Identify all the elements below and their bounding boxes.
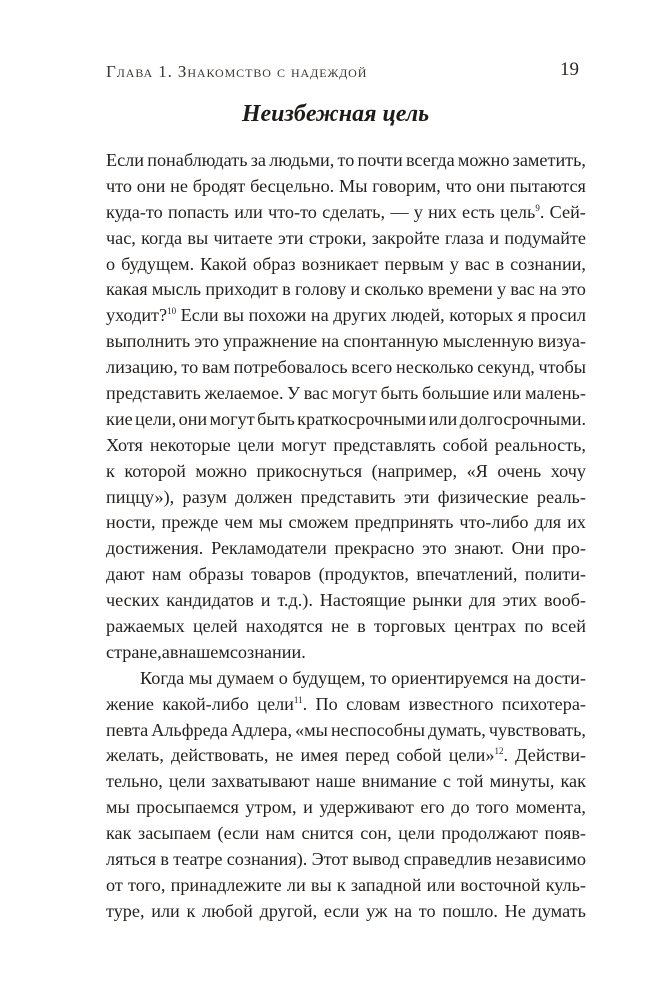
text-line: достижения. Рекламодатели прекрасно это знают. Они про- — [106, 538, 586, 559]
text-line: к которой можно прикоснуться (например, «Я очень хочу — [106, 460, 586, 481]
text-line: ляться в театре сознания). Этот вывод справедлив независимо — [106, 849, 586, 870]
text-line: ческих кандидатов и т.д.). Настоящие рынки для этих вооб- — [106, 590, 586, 611]
text-line: час, когда вы читаете эти строки, закройте глаза и подумайте — [106, 227, 586, 248]
page-number: 19 — [560, 59, 579, 80]
text-line: выполнить это упражнение на спонтанную мысленную визуа- — [106, 331, 586, 352]
text-line: от того, принадлежите ли вы к западной или восточной куль- — [106, 874, 586, 895]
text-line: какая мысль приходит в голову и сколько времени у вас на это — [106, 279, 586, 300]
text-line: о будущем. Какой образ возникает первым у вас в сознании, — [106, 253, 586, 274]
text-line: туре, или к любой другой, если уж на то пошло. Не думать — [106, 900, 586, 921]
text-line: лизацию, то вам потребовалось всего несколько секунд, чтобы — [106, 357, 586, 378]
text-line: желать, действовать, не имея перед собой цели»$^{12}$. Действи- — [106, 745, 586, 766]
text-line: дают нам образы товаров (продуктов, впечатлений, полити- — [106, 564, 586, 585]
text-line: куда-то попасть или что-то сделать, — у них есть цель$^9$. Сей- — [106, 201, 586, 222]
text-line: тельно, цели захватывают наше внимание с той минуты, как — [106, 771, 586, 792]
text-line: стране, а в нашем сознании. — [106, 641, 306, 662]
text-line: Хотя некоторые цели могут представлять собой реальность, — [106, 434, 586, 455]
body-text — [106, 148, 586, 925]
text-line: жение какой-либо цели$^{11}$. По словам известного психотера- — [106, 693, 586, 714]
section-title: Неизбежная цель — [241, 101, 430, 127]
text-line: кие цели, они могут быть краткосрочными или долгосрочными. — [106, 408, 586, 429]
text-line: ности, прежде чем мы сможем предпринять что-либо для их — [106, 512, 586, 533]
text-line: Когда мы думаем о будущем, то ориентируемся на дости- — [140, 667, 586, 688]
text-line: Если понаблюдать за людьми, то почти всегда можно заметить, — [106, 150, 586, 170]
text-line: ражаемых целей находятся не в торговых центрах по всей — [106, 616, 586, 637]
text-line: как засыпаем (если нам снится сон, цели продолжают появ- — [106, 823, 586, 844]
text-line: певта Альфреда Адлера, «мы неспособны думать, чувствовать, — [106, 719, 586, 740]
running-head: Глава 1. Знакомство с надеждой — [106, 62, 368, 81]
text-line: представить желаемое. У вас могут быть большие или малень- — [106, 383, 586, 404]
text-line: что они не бродят бесцельно. Мы говорим, что они пытаются — [106, 175, 586, 196]
text-line: уходит?$^{10}$ Если вы похожи на других людей, которых я просил — [106, 305, 586, 326]
text-line: мы просыпаемся утром, и удерживают его до того момента, — [106, 797, 586, 818]
text-line: пиццу»), разум должен представить эти физические реаль- — [106, 486, 586, 507]
